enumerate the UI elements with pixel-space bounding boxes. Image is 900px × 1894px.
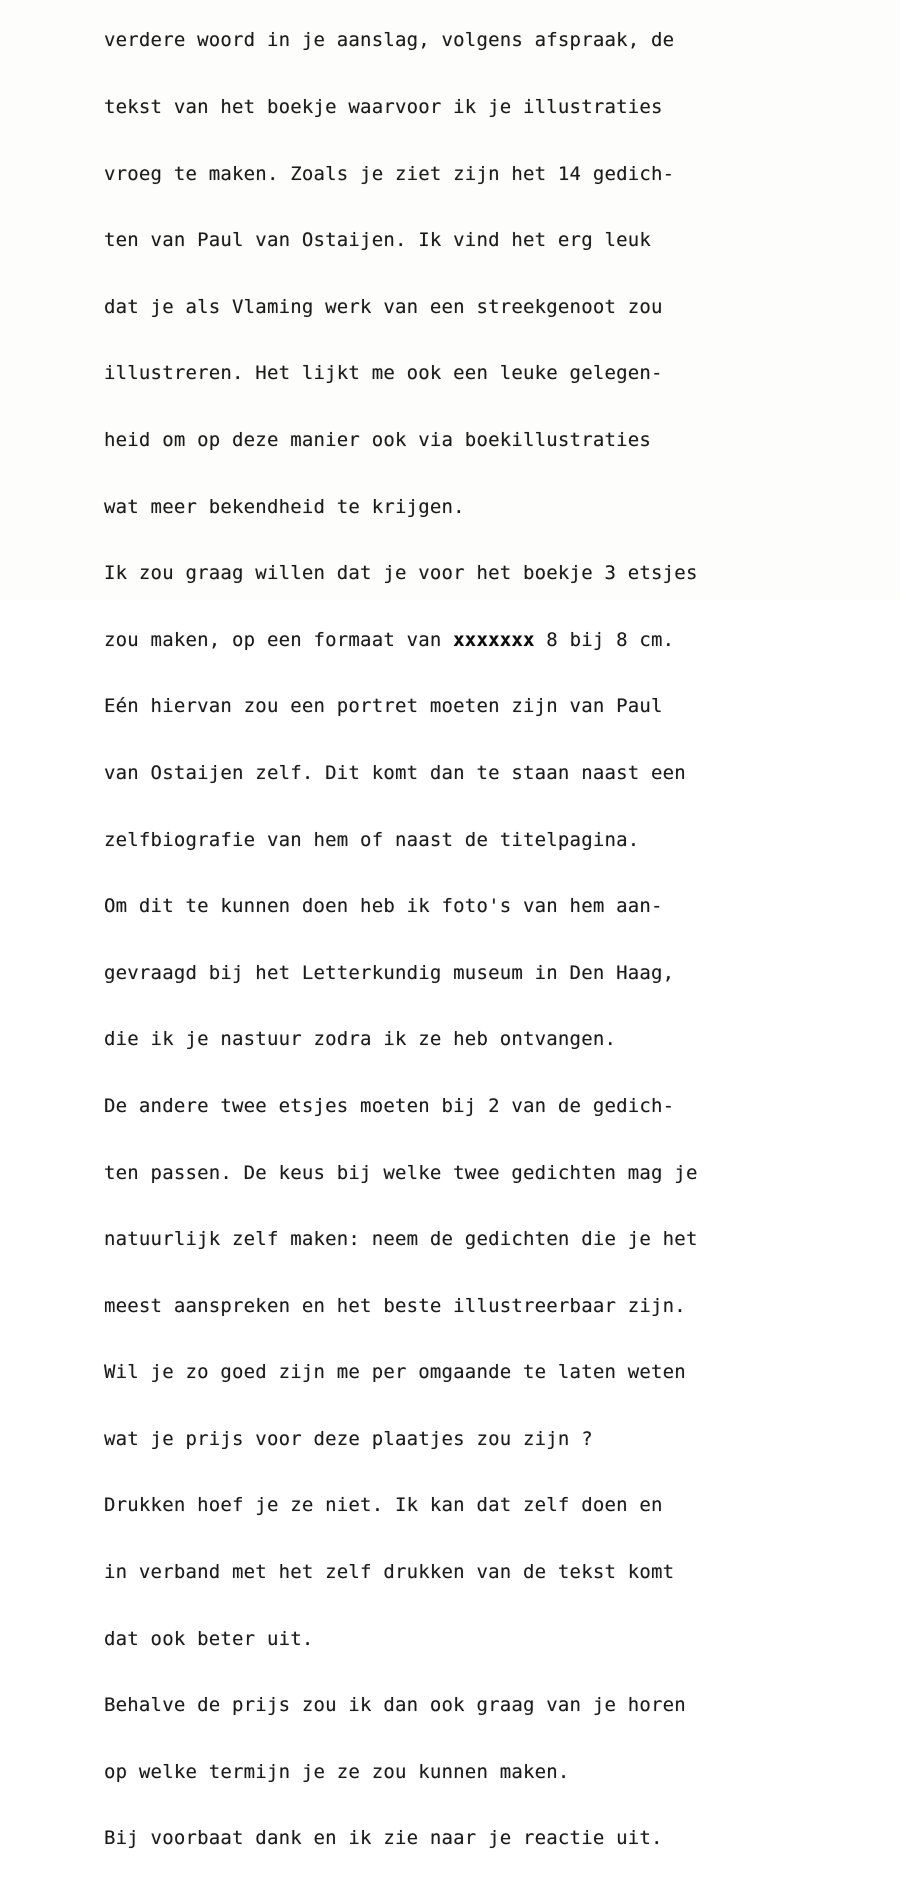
letter-line: De andere twee etsjes moeten bij 2 van de gedich- xyxy=(104,1094,675,1117)
letter-line: heid om op deze manier ook via boekillustraties xyxy=(104,428,652,451)
letter-line: vroeg te maken. Zoals je ziet zijn het 14 gedich- xyxy=(104,162,675,185)
letter-line: Om dit te kunnen doen heb ik foto's van hem aan- xyxy=(104,895,663,918)
letter-line: zelfbiografie van hem of naast de titelpagina. xyxy=(104,828,640,851)
letter-line: op welke termijn je ze zou kunnen maken. xyxy=(104,1760,570,1783)
letter-line-with-strikeout xyxy=(104,629,698,651)
letter-line: meest aanspreken en het beste illustreerbaar zijn. xyxy=(104,1294,686,1317)
letter-line: Drukken hoef je ze niet. Ik kan dat zelf doen en xyxy=(104,1494,663,1517)
letter-line: illustreren. Het lijkt me ook een leuke gelegen- xyxy=(104,362,663,385)
letter-line: wat meer bekendheid te krijgen. xyxy=(104,495,465,518)
letter-line: dat je als Vlaming werk van een streekgenoot zou xyxy=(104,295,663,318)
letter-line: Ik zou graag willen dat je voor het boekje 3 etsjes xyxy=(104,562,698,585)
typewritten-letter-body xyxy=(104,0,698,1894)
letter-line: Bij voorbaat dank en ik zie naar je reactie uit. xyxy=(104,1827,663,1850)
letter-line: Eén hiervan zou een portret moeten zijn van Paul xyxy=(104,695,663,718)
letter-line: verdere woord in je aanslag, volgens afspraak, de xyxy=(104,29,675,52)
letter-line: ten passen. De keus bij welke twee gedichten mag je xyxy=(104,1161,698,1184)
letter-line: dat ook beter uit. xyxy=(104,1627,314,1650)
letter-line: Behalve de prijs zou ik dan ook graag van je horen xyxy=(104,1694,686,1717)
letter-line: Wil je zo goed zijn me per omgaande te laten weten xyxy=(104,1361,686,1384)
letter-line: gevraagd bij het Letterkundig museum in Den Haag, xyxy=(104,961,675,984)
letter-line-end: 8 bij 8 cm. xyxy=(534,628,675,651)
letter-line: wat je prijs voor deze plaatjes zou zijn ? xyxy=(104,1427,593,1450)
letter-line-start: zou maken, op een formaat van xyxy=(104,628,442,651)
letter-line: natuurlijk zelf maken: neem de gedichten die je het xyxy=(104,1228,698,1251)
letter-line: in verband met het zelf drukken van de tekst komt xyxy=(104,1561,675,1584)
letter-line: die ik je nastuur zodra ik ze heb ontvangen. xyxy=(104,1028,617,1051)
letter-line: van Ostaijen zelf. Dit komt dan te staan naast een xyxy=(104,761,686,784)
struck-out-text: xxxxxxx xyxy=(453,628,535,651)
letter-line: ten van Paul van Ostaijen. Ik vind het erg leuk xyxy=(104,229,652,252)
letter-line: tekst van het boekje waarvoor ik je illustraties xyxy=(104,96,663,118)
